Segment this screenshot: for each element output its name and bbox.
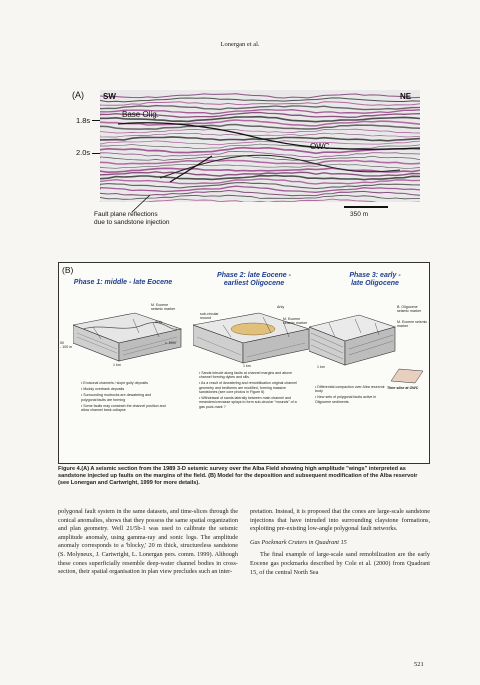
phase-1-note: • Muddy overbank deposits — [81, 387, 125, 392]
phase-1-note: • Erosional channels / slope gully deposits — [81, 381, 148, 385]
p3-time-slice-label: Time slice at OWC — [387, 386, 419, 390]
seismic-reflector — [100, 186, 420, 192]
direction-ne: NE — [400, 92, 412, 101]
p2-marker-label: M. Eocene seismic marker — [283, 317, 308, 326]
fault-plane-note: Fault plane reflections due to sandstone injection — [94, 211, 170, 227]
p1-fill-label: Arky — [155, 320, 163, 324]
phase-1-note: • Surrounding mudrocks are dewatering and polygonal faults are forming — [81, 393, 152, 402]
p2-scale-label: 1 km — [243, 364, 251, 368]
phase-2-title: Phase 2: late Eocene - earliest Oligocene — [217, 272, 291, 287]
p1-depth-label: c. 50m — [165, 341, 176, 345]
figure-a-label: (A) — [72, 90, 84, 100]
time-label-1: 1.8s — [76, 116, 91, 125]
p1-thickness-label: 50 - 100 m — [60, 341, 73, 350]
direction-sw: SW — [103, 92, 116, 101]
phase-2-note: • Sands intrude along faults at channel margins and above channel forming dykes and sills. — [199, 371, 292, 380]
seismic-reflector — [100, 102, 420, 106]
p1-marker-label: M. Eocene seismic marker — [151, 303, 176, 312]
seismic-reflector — [100, 133, 420, 137]
seismic-section — [100, 90, 420, 202]
seismic-reflector — [100, 151, 420, 157]
section-subheading: Gas Pockmark Craters in Quadrant 15 — [250, 538, 347, 546]
seismic-reflector — [100, 164, 420, 168]
seismic-reflector — [100, 94, 420, 98]
body-column-right — [250, 508, 430, 577]
p3-oligocene-marker-label: B. Oligocene seismic marker — [397, 305, 422, 314]
p2-sub-circular-label: sub-circular mound — [200, 312, 219, 321]
owc-label: OWC — [310, 142, 330, 151]
phase-3-note: • Differential compaction over Alba reservoir body — [315, 385, 385, 394]
scale-bar — [344, 206, 388, 208]
p3-eocene-marker-label: M. Eocene seismic marker — [397, 320, 428, 329]
page-number: 521 — [414, 661, 424, 668]
body-column-left — [58, 508, 238, 577]
phase-1-block-diagram — [73, 303, 183, 369]
p2-arky-label: Arky — [277, 305, 285, 309]
time-tick-2 — [92, 153, 100, 154]
phase-3-note: • New sets of polygonal faults active in Oligocene sediments. — [315, 395, 377, 404]
phase-3-notes — [315, 385, 387, 404]
scale-bar-label: 350 m — [350, 211, 369, 218]
seismic-section-svg — [100, 90, 420, 202]
seismic-reflector — [100, 129, 420, 133]
time-slice-inset — [389, 367, 425, 385]
figure-caption: Figure 4.(A) A seismic section from the 1989 3-D seismic survey over the Alba Field showing high amplitude "wings" interpreted as sandstone injected up faults on the margins of the field. (B) Model for the deposition and subsequent modification of the Alba reservoir (see Lonergan and Cartwright, 1999 for more details). — [58, 466, 418, 486]
seismic-reflector — [100, 98, 420, 102]
phase-2-notes — [199, 371, 297, 409]
body-paragraph: The final example of large-scale sand remobilization are the early Eocene gas pockmarks described by Cole et al. (2000) from Quadrant 15, of the central North Sea — [250, 551, 430, 576]
time-label-2: 2.0s — [76, 148, 91, 157]
base-oligocene-label: Base Olig. — [122, 110, 159, 119]
phase-2-note: • As a result of dewatering and remobilisation original channel geometry and bedforms are modified, forming massive sandstones (see core photos in Figure 6) — [199, 381, 297, 394]
seismic-reflector — [100, 106, 420, 110]
phase-1-title: Phase 1: middle - late Eocene — [73, 279, 173, 286]
body-paragraph: pretation. Instead, it is proposed that the cones are large-scale sandstone injections that have intruded into surrounding claystone formations, exploiting pre-existing low-angle polygonal fault networks. — [250, 508, 430, 533]
p1-scale-label: 1 km — [113, 363, 121, 367]
time-tick-1 — [92, 120, 100, 121]
running-header: Lonergan et al. — [220, 41, 260, 48]
p3-scale-label: 1 km — [317, 365, 325, 369]
phase-1-note: • Some faults may constrain the channel position and allow channel bank collapse — [81, 403, 166, 413]
figure-b-label: (B) — [62, 265, 74, 275]
phase-3-block-diagram — [309, 303, 397, 373]
body-paragraph: polygonal fault system in the same datasets, and time-slices through the conical anomalies, shows that they possess the same spatial organization and plan geometry. Well 21/5b-1 was used to calibrate the seismic amplitude anomaly, using gamma-ray and sonic logs. The amplitude anomaly corresponds to a 'blocky,' 20 m thick, structureless sandstone (S. Molyneux, J. Cartwright, L. Lonergan pers. comm. 1999). Although these cones superficially resemble deep-water channel bodies in cross-section, their spatial organisation in plan view precludes such an inter- — [58, 508, 238, 576]
phase-3-title: Phase 3: early - late Oligocene — [349, 272, 401, 287]
figure-b-panel — [58, 262, 430, 464]
phase-2-note: • Withdrawal of sands laterally between main channel and meanders/crevasse splays to form sub-circular "mounds" of a gas pock-mark ? — [199, 396, 297, 409]
phase-1-notes — [81, 381, 167, 412]
seismic-reflector — [100, 160, 420, 164]
